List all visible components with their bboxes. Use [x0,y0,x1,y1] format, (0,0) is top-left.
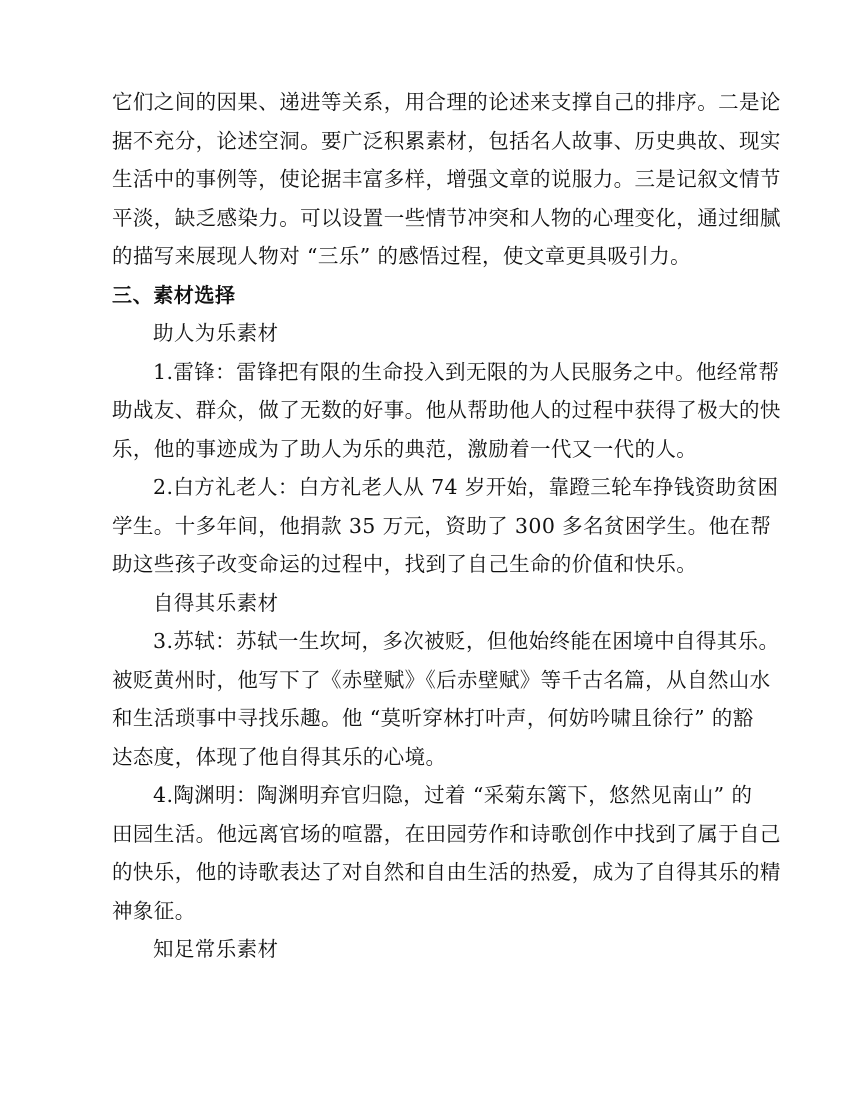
text-line: 田园生活。他远离官场的喧嚣，在田园劳作和诗歌创作中找到了属于自己 [112,821,781,846]
subheading-self-contentment: 自得其乐素材 [153,590,279,615]
text-line: 被贬黄州时，他写下了《赤壁赋》《后赤壁赋》等千古名篇，从自然山水 [112,667,771,692]
text-line: 的描写来展现人物对 “三乐” 的感悟过程，使文章更具吸引力。 [112,244,691,268]
section-heading: 三、素材选择 [112,282,236,307]
text-line: 1.雷锋：雷锋把有限的生命投入到无限的为人民服务之中。他经常帮 [153,359,780,384]
text-line: 2.白方礼老人：白方礼老人从 74 岁开始，靠蹬三轮车挣钱资助贫困 [153,475,779,499]
text-line: 学生。十多年间，他捐款 35 万元，资助了 300 多名贫困学生。他在帮 [112,513,772,538]
text-line: 和生活琐事中寻找乐趣。他 “莫听穿林打叶声，何妨吟啸且徐行” 的豁 [112,706,754,730]
item-tao-yuanming [112,776,781,930]
item-lei-feng [112,353,781,469]
text-line: 3.苏轼：苏轼一生坎坷，多次被贬，但他始终能在困境中自得其乐。 [153,629,780,653]
text-line: 助战友、群众，做了无数的好事。他从帮助他人的过程中获得了极大的快 [112,398,781,422]
item-su-shi [112,622,780,776]
text-line: 平淡，缺乏感染力。可以设置一些情节冲突和人物的心理变化，通过细腻 [112,205,781,230]
text-line: 据不充分，论述空洞。要广泛积累素材，包括名人故事、历史典故、现实 [112,128,781,153]
intro-paragraph [112,83,781,276]
text-line: 乐，他的事迹成为了助人为乐的典范，激励着一代又一代的人。 [112,436,698,461]
text-line: 神象征。 [112,898,196,923]
text-line: 的快乐，他的诗歌表达了对自然和自由生活的热爱，成为了自得其乐的精 [112,860,781,884]
item-bai-fangli [112,468,779,584]
subheading-helping-others: 助人为乐素材 [153,321,279,345]
text-line: 助这些孩子改变命运的过程中，找到了自己生命的价值和快乐。 [112,552,698,576]
text-line: 它们之间的因果、递进等关系，用合理的论述来支撑自己的排序。二是论 [112,90,781,114]
document-page [112,83,781,969]
text-line: 达态度，体现了他自得其乐的心境。 [112,744,447,769]
text-line: 4.陶渊明：陶渊明弃官归隐，过着 “采菊东篱下，悠然见南山” 的 [153,783,753,807]
subheading-contentment: 知足常乐素材 [153,937,279,961]
text-line: 生活中的事例等，使论据丰富多样，增强文章的说服力。三是记叙文情节 [112,167,781,191]
